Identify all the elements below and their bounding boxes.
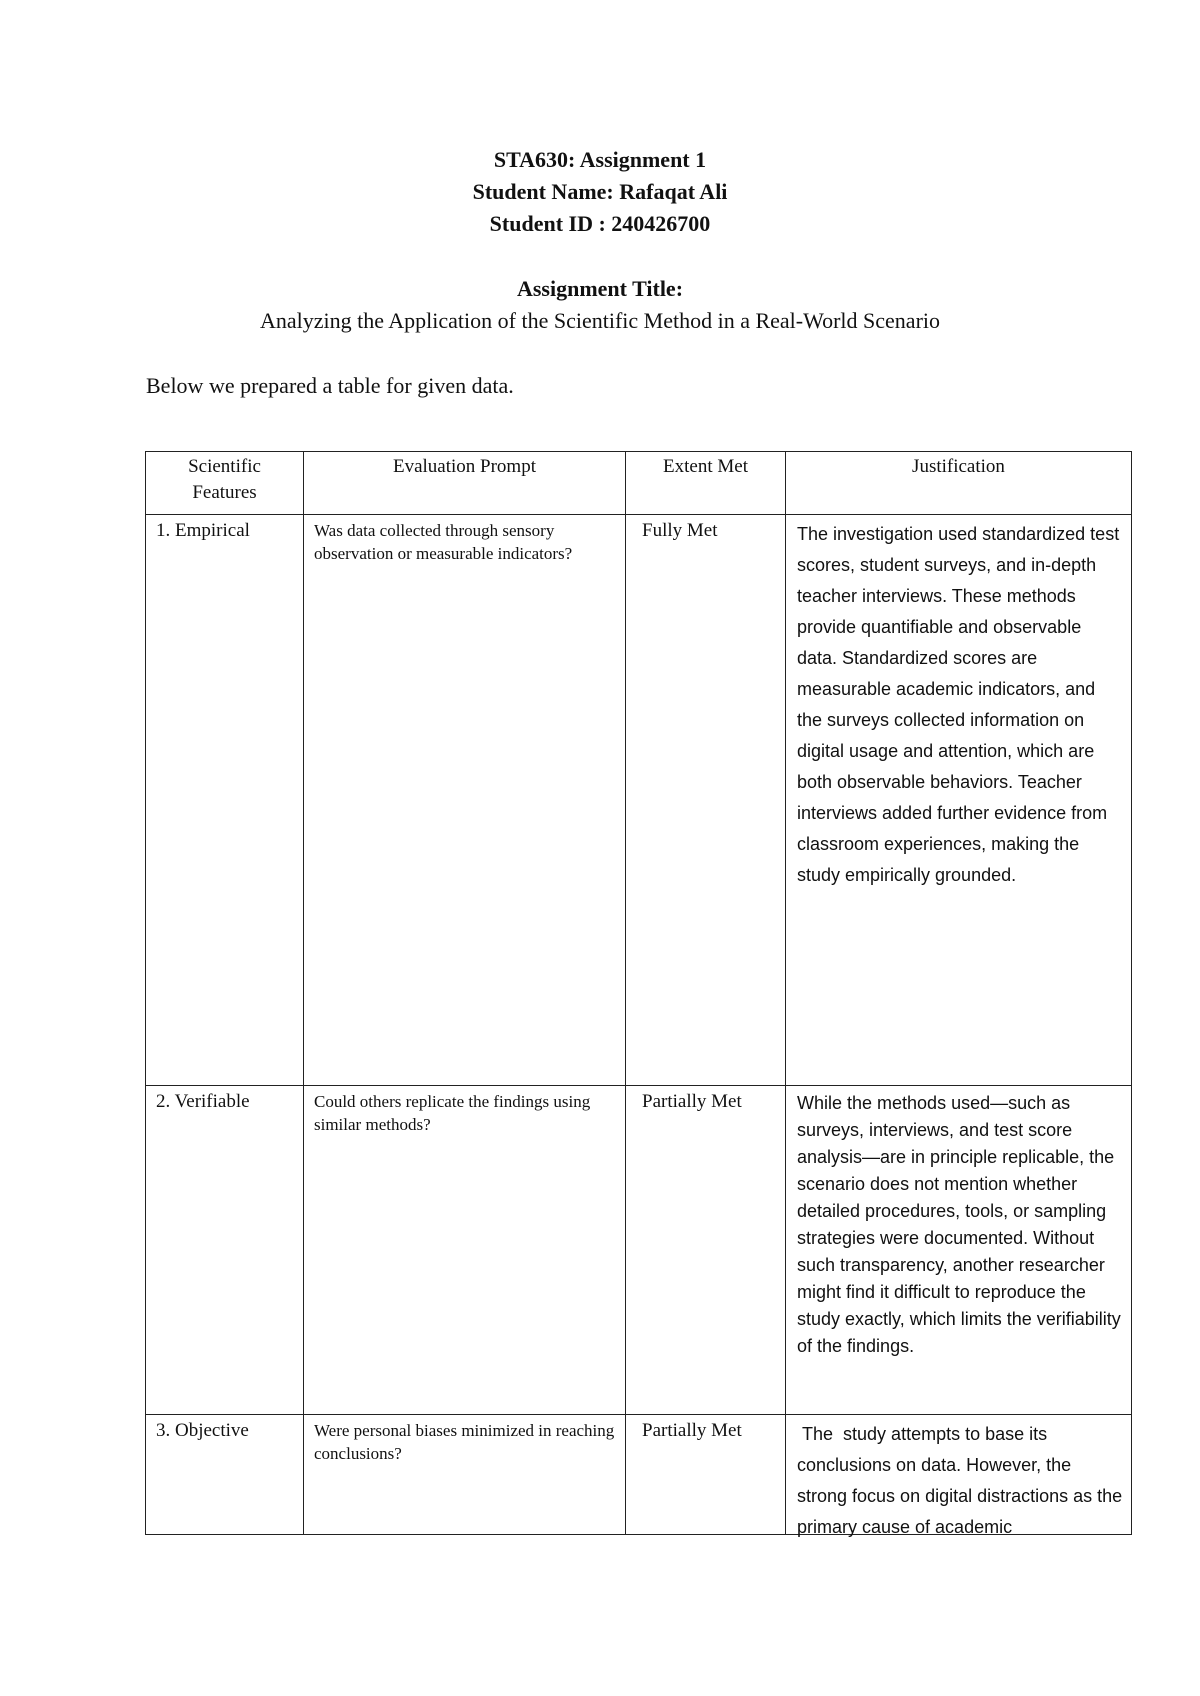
- table-row: [146, 1415, 1132, 1535]
- extent-cell: Partially Met: [626, 1415, 786, 1535]
- header-evaluation-prompt: Evaluation Prompt: [304, 452, 626, 515]
- evaluation-table: [145, 451, 1132, 1535]
- header-justification: Justification: [786, 452, 1132, 515]
- assignment-title-label: Assignment Title:: [516, 276, 684, 301]
- student-id: Student ID : 240426700: [489, 211, 711, 236]
- prompt-cell: Was data collected through sensory observation or measurable indicators?: [304, 515, 626, 1086]
- justification-cell: [786, 1415, 1132, 1535]
- course-title: STA630: Assignment 1: [493, 147, 707, 172]
- assignment-title-block: [0, 273, 1200, 337]
- justification-cell: The investigation used standardized test scores, student surveys, and in-depth teacher interviews. These methods provide quantifiable and observable data. Standardized scores are measurable academic indicators, and the surveys collected information on digital usage and attention, which are both observable behaviors. Teacher interviews added further evidence from classroom experiences, making the study empirically grounded.: [786, 515, 1132, 1086]
- justification-cell: While the methods used—such as surveys, interviews, and test score analysis—are in principle replicable, the scenario does not mention whether detailed procedures, tools, or sampling strategies were documented. Without such transparency, another researcher might find it difficult to reproduce the study exactly, which limits the verifiability of the findings.: [786, 1086, 1132, 1415]
- prompt-cell: Were personal biases minimized in reaching conclusions?: [304, 1415, 626, 1535]
- header-feature-line1: Scientific: [188, 456, 261, 477]
- feature-cell: 3. Objective: [146, 1415, 304, 1535]
- student-name: Student Name: Rafaqat Ali: [472, 179, 728, 204]
- document-header: [0, 144, 1200, 240]
- feature-cell: 1. Empirical: [146, 515, 304, 1086]
- intro-paragraph: Below we prepared a table for given data.: [146, 373, 514, 398]
- justification-text: The study attempts to base its conclusions on data. However, the strong focus on digital distractions as the primary cause of academic: [797, 1424, 1128, 1537]
- table-row: [146, 1086, 1132, 1415]
- prompt-cell: Could others replicate the findings using similar methods?: [304, 1086, 626, 1415]
- header-scientific-features: [146, 452, 304, 515]
- header-feature-line2: Features: [192, 482, 257, 503]
- feature-cell: 2. Verifiable: [146, 1086, 304, 1415]
- extent-cell: Partially Met: [626, 1086, 786, 1415]
- table-row: [146, 515, 1132, 1086]
- header-extent-met: Extent Met: [626, 452, 786, 515]
- table-header-row: [146, 452, 1132, 515]
- extent-cell: Fully Met: [626, 515, 786, 1086]
- assignment-title: Analyzing the Application of the Scientific Method in a Real-World Scenario: [259, 308, 941, 333]
